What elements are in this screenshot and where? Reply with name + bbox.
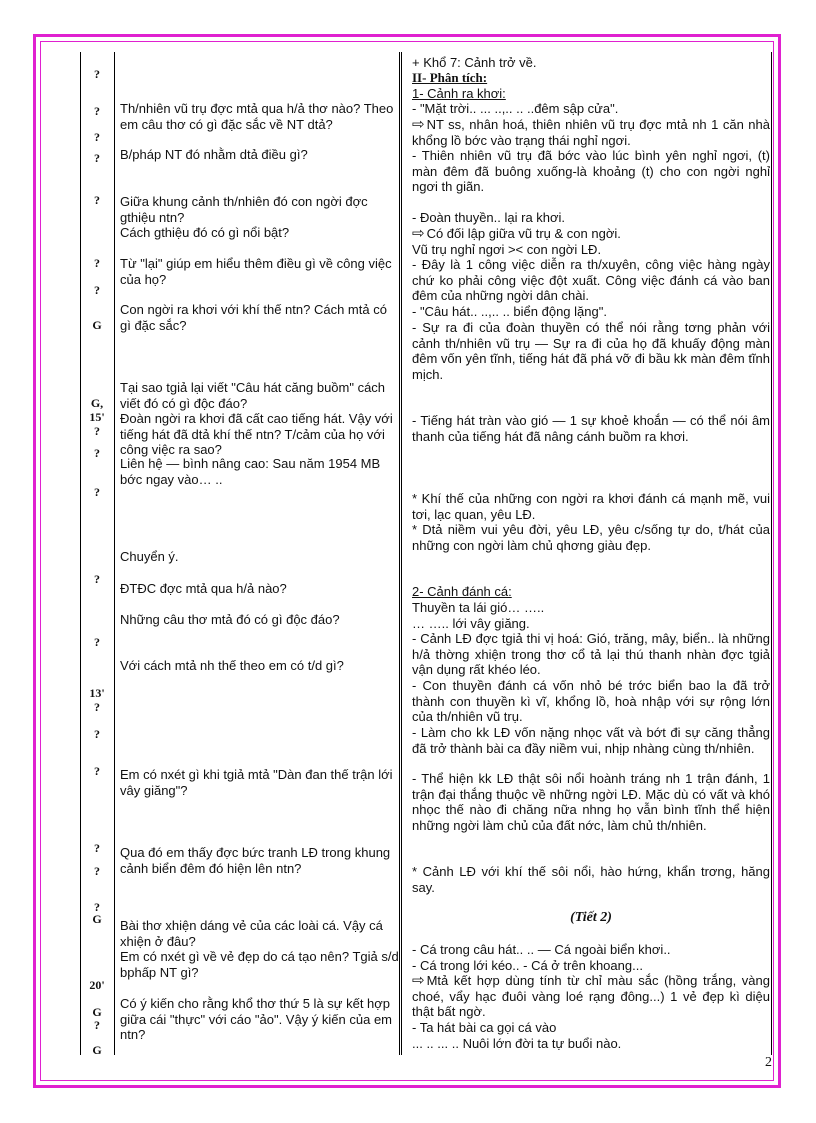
answer-text: - Đây là 1 công việc diễn ra th/xuyên, công việc hàng ngày chứ ko phải công việc đột xuất. Công việc đánh cá vào ban đêm của những ngời dân chài. [412, 257, 770, 303]
margin-marker: ? [94, 572, 100, 586]
section-heading: II- Phân tích: [412, 70, 488, 85]
margin-marker: G [92, 912, 102, 926]
answer-text: - "Mặt trời.. ... ..,.. .. ..đêm sập cửa". [412, 101, 619, 116]
margin-marker: ? [94, 424, 100, 438]
answer-text: ... .. ... .. Nuôi lớn đời ta tự buổi nào. [412, 1036, 622, 1051]
margin-marker: G, [90, 396, 104, 410]
arrow-right-icon: ⇨ [412, 225, 425, 242]
lesson-heading: (Tiết 2) [570, 910, 612, 925]
question-text: Tại sao tgiả lại viết "Câu hát căng buồm" cách viết đó có gì độc đáo? [120, 380, 386, 411]
answer-text: - Con thuyền đánh cá vốn nhỏ bé trớc biển bao la đã trở thành con thuyền kì vĩ, khổng lồ, hoà nhập với sự rộng lớn của th/nhiên vũ trụ. [412, 678, 770, 724]
arrow-right-icon: ⇨ [412, 116, 425, 133]
margin-marker: ? [94, 864, 100, 878]
answer-text: - Thể hiện kk LĐ thật sôi nổi hoành tráng nh 1 trận đánh, 1 trận đại thắng thuộc về những ngời LĐ. Mặc dù có vất và khó nhọc thế nào đi chăng nữa nhng họ vẫn bình tĩnh thể hiện những ngời làm chủ của đất nớc, làm chủ th/nhiên. [412, 771, 770, 833]
answer-text: - Cảnh LĐ đợc tgiả thi vị hoá: Gió, trăng, mây, biển.. là những h/ả thờng xhiện trong thơ cổ tả lại thú thanh nhàn đợc tgiả vận dụng rất khéo léo. [412, 631, 770, 677]
answer-text: + Khổ 7: Cảnh trở về. [412, 55, 537, 70]
question-text: Với cách mtả nh thế theo em có t/d gì? [120, 658, 344, 673]
margin-marker: ? [94, 67, 100, 81]
answer-arrow-line [412, 226, 770, 242]
margin-marker: G [92, 318, 102, 332]
answer-text: - Đoàn thuyền.. lại ra khơi. [412, 210, 566, 225]
margin-marker: ? [94, 193, 100, 207]
question-text: Qua đó em thấy đợc bức tranh LĐ trong khung cảnh biển đêm đó hiện lên ntn? [120, 845, 391, 876]
margin-marker: ? [94, 764, 100, 778]
answer-text: Thuyền ta lái gió… ….. [412, 600, 545, 615]
answer-text: * Cảnh LĐ với khí thế sôi nổi, hào hứng, khẩn trơng, hăng say. [412, 864, 770, 895]
question-text: ĐTĐC đợc mtả qua h/ả nào? [120, 581, 287, 596]
question-text: Em có nxét gì về vẻ đẹp do cá tạo nên? Tgiả s/d bphấp NT gì? [120, 949, 399, 980]
answer-text: - Cá trong câu hát.. .. — Cá ngoài biển khơi.. [412, 942, 671, 957]
margin-marker: ? [94, 283, 100, 297]
margin-marker: ? [94, 104, 100, 118]
answer-text: * Dtả niềm vui yêu đời, yêu LĐ, yêu c/sống tự do, t/hát của những con ngời làm chủ qhơng giàu đẹp. [412, 522, 770, 553]
margin-marker: ? [94, 151, 100, 165]
answer-arrow-line [412, 973, 770, 1020]
question-text: Có ý kiến cho rằng khổ thơ thứ 5 là sự kết hợp giữa cái "thực" với cáo "ảo". Vậy ý kiến của em ntn? [120, 996, 393, 1042]
answer-text: - Sự ra đi của đoàn thuyền có thể nói rằng tơng phản với cảnh th/nhiên vũ trụ — Sự ra đi của họ đã khuấy động màn đêm vốn yên tĩnh, tiếng hát đã phá vỡ đi bầu kk màn đêm tĩnh mịch. [412, 320, 770, 382]
margin-marker: ? [94, 700, 100, 714]
margin-marker: G [92, 1005, 102, 1019]
question-text: B/pháp NT đó nhằm dtả điều gì? [120, 147, 308, 162]
margin-marker: ? [94, 485, 100, 499]
margin-marker: G [92, 1043, 102, 1057]
answer-text: Vũ trụ nghỉ ngơi >< con ngời LĐ. [412, 242, 602, 257]
answer-text: - Làm cho kk LĐ vốn nặng nhọc vất và bớt đi sự căng thẳng đã trở thành bài ca đầy niềm vui, nhịp nhàng cùng th/nhiên. [412, 725, 770, 756]
margin-marker: 20' [89, 978, 105, 992]
arrow-right-icon: ⇨ [412, 972, 425, 989]
answer-text: … ….. lới vây giăng. [412, 616, 530, 631]
answer-text: - Thiên nhiên vũ trụ đã bớc vào lúc bình yên nghỉ ngơi, (t) màn đêm đã buông xuống-là khoảng (t) cho con ngời nghỉ ngơi th giãn. [412, 148, 770, 194]
answer-arrow-line [412, 117, 770, 148]
margin-marker: ? [94, 841, 100, 855]
question-text: Th/nhiên vũ trụ đợc mtả qua h/ả thơ nào? Theo em câu thơ có gì đặc sắc về NT dtả? [120, 101, 394, 132]
table-line-margin [114, 52, 115, 1055]
margin-marker: 13' [89, 686, 105, 700]
margin-marker: ? [94, 130, 100, 144]
answer-text: * Khí thế của những con ngời ra khơi đánh cá mạnh mẽ, vui tơi, lạc quan, yêu LĐ. [412, 491, 770, 522]
margin-marker: 15' [89, 410, 105, 424]
question-text: Em có nxét gì khi tgiả mtả "Dàn đan thế trận lới vây giăng"? [120, 767, 393, 798]
subsection-heading: 2- Cảnh đánh cá: [412, 584, 512, 599]
subsection-heading: 1- Cảnh ra khơi: [412, 86, 506, 101]
question-text: Chuyển ý. [120, 549, 179, 564]
question-text: Từ "lại" giúp em hiểu thêm điều gì về công việc của họ? [120, 256, 392, 287]
answer-text: - Ta hát bài ca gọi cá vào [412, 1020, 557, 1035]
question-text: Con ngời ra khơi với khí thế ntn? Cách mtả có gì đặc sắc? [120, 302, 387, 333]
answer-text: Mtả kết hợp dùng tính từ chỉ màu sắc (hồng trắng, vàng choé, vẩy hạc đuôi vàng loé rạng đông...) 1 vẻ đẹp kì diệu thật bất ngờ. [412, 973, 770, 1019]
answer-text: NT ss, nhân hoá, thiên nhiên vũ trụ đợc mtả nh 1 căn nhà khổng lồ bớc vào trạng thái nghỉ ngơi. [412, 117, 770, 148]
question-text: Cách gthiệu đó có gì nổi bật? [120, 225, 290, 240]
margin-marker: ? [94, 1018, 100, 1032]
answer-text: Có đối lập giữa vũ trụ & con ngời. [426, 226, 621, 241]
answer-text: - Tiếng hát tràn vào gió — 1 sự khoẻ khoắn — có thể nói âm thanh của tiếng hát đã nâng cánh buồm ra khơi. [412, 413, 770, 444]
margin-marker: ? [94, 727, 100, 741]
margin-marker: ? [94, 446, 100, 460]
table-line-right [771, 52, 772, 1055]
answer-text: - Cá trong lới kéo.. - Cá ở trên khoang... [412, 958, 643, 973]
question-text: Giữa khung cảnh th/nhiên đó con ngời đợc gthiệu ntn? [120, 194, 368, 225]
margin-marker: ? [94, 256, 100, 270]
page-number: 2 [765, 1055, 772, 1070]
margin-marker: ? [94, 635, 100, 649]
question-text: Liên hệ — bình nâng cao: Sau năm 1954 MB bớc ngay vào… .. [120, 456, 381, 487]
answer-text: - "Câu hát.. ..,.. .. biển động lặng". [412, 304, 607, 319]
margin-marker: ? [94, 900, 100, 914]
question-text: Những câu thơ mtả đó có gì độc đáo? [120, 612, 340, 627]
question-text: Bài thơ xhiện dáng vẻ của các loài cá. Vậy cá xhiện ở đâu? [120, 918, 383, 949]
question-text: Đoàn ngời ra khơi đã cất cao tiếng hát. Vậy với tiếng hát đã dtả khí thế ntn? T/cảm của họ với công việc ra sao? [120, 411, 393, 457]
